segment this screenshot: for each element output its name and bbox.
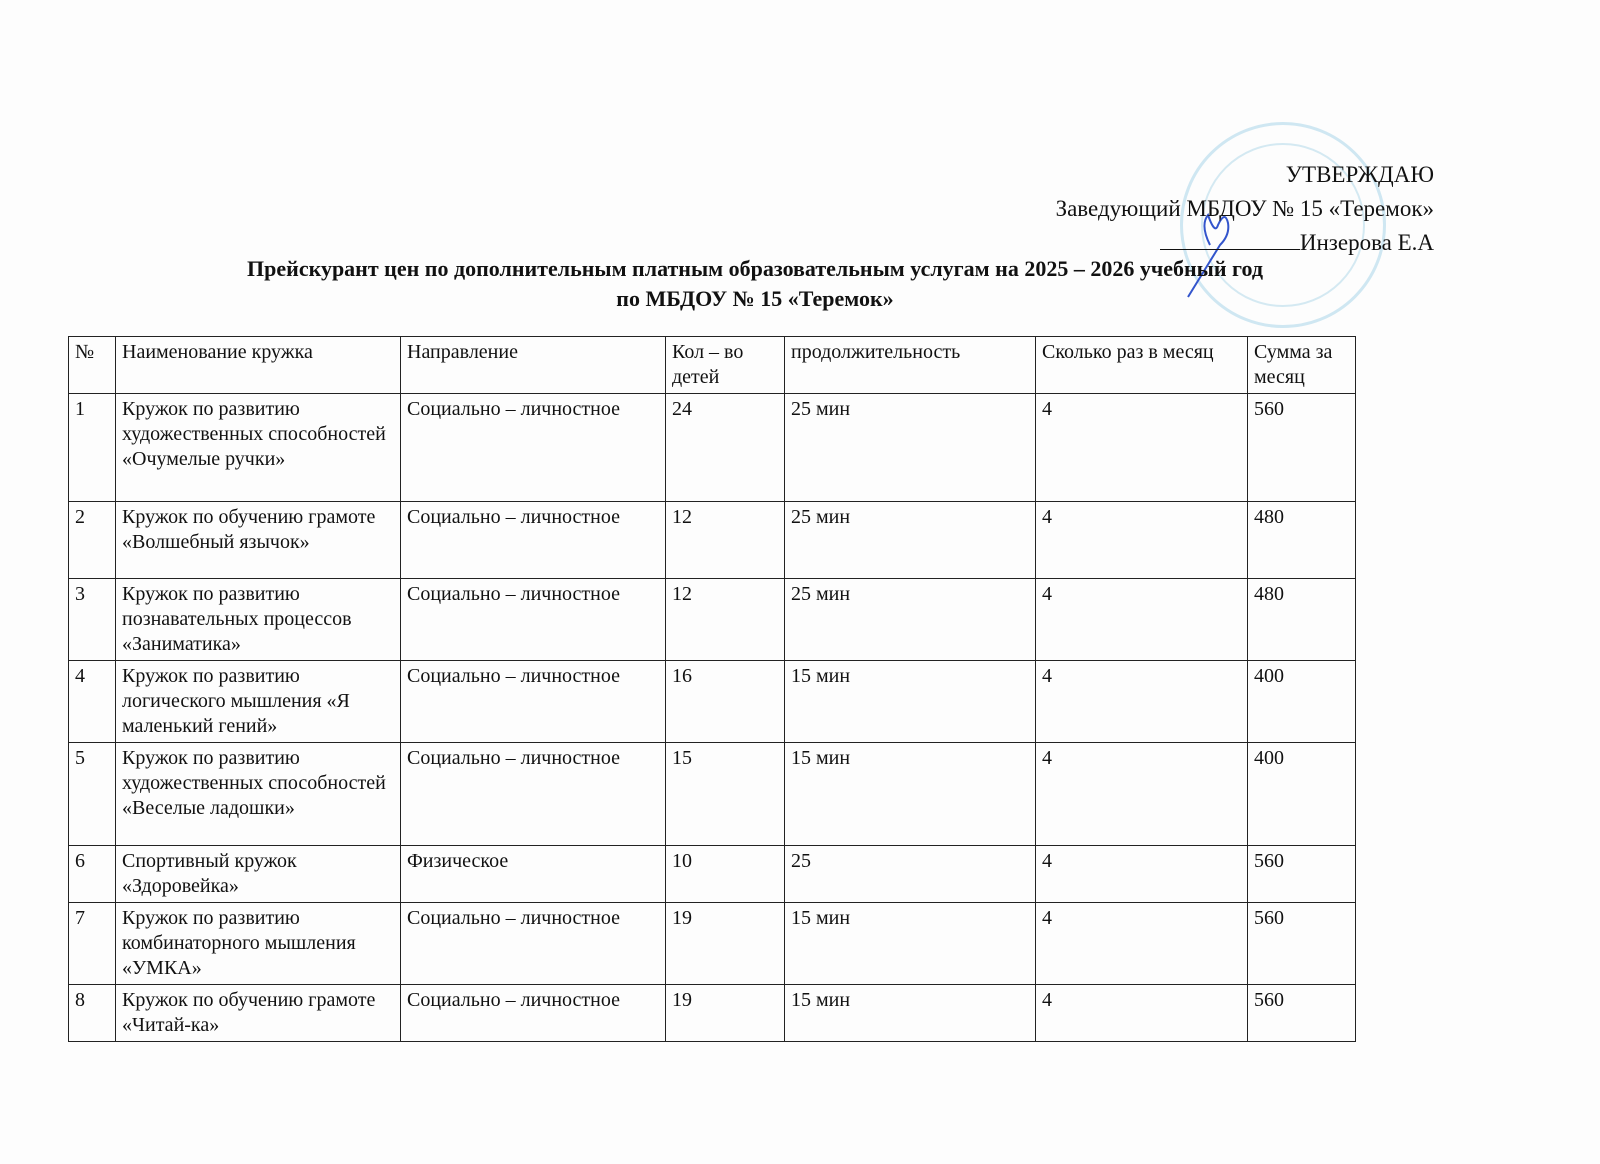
table-cell: 19 — [666, 903, 785, 985]
header-cell: Сколько раз в месяц — [1036, 337, 1248, 394]
table-cell: 10 — [666, 846, 785, 903]
table-row — [69, 579, 1356, 661]
table-row — [69, 661, 1356, 743]
table-cell: 4 — [1036, 985, 1248, 1042]
header-cell: Кол – во детей — [666, 337, 785, 394]
approval-heading: УТВЕРЖДАЮ — [1285, 162, 1434, 187]
table-cell: Социально – личностное — [401, 661, 666, 743]
table-cell: 15 мин — [785, 743, 1036, 846]
table-cell: Социально – личностное — [401, 985, 666, 1042]
table-header-row — [69, 337, 1356, 394]
table-cell: 1 — [69, 394, 116, 502]
approval-position: Заведующий МБДОУ № 15 «Теремок» — [1055, 196, 1434, 221]
price-table — [68, 336, 1356, 1042]
title-line-2: по МБДОУ № 15 «Теремок» — [616, 286, 894, 311]
table-row — [69, 394, 1356, 502]
table-cell: Социально – личностное — [401, 394, 666, 502]
table-cell: Кружок по обучению грамоте «Читай-ка» — [116, 985, 401, 1042]
table-cell: 560 — [1248, 985, 1356, 1042]
table-cell: Кружок по развитию познавательных процессов «Заниматика» — [116, 579, 401, 661]
table-row — [69, 846, 1356, 903]
approval-name: Инзерова Е.А — [1299, 230, 1434, 255]
table-cell: 480 — [1248, 579, 1356, 661]
table-cell: 4 — [1036, 661, 1248, 743]
table-cell: Физическое — [401, 846, 666, 903]
table-cell: 400 — [1248, 661, 1356, 743]
table-cell: Кружок по развитию комбинаторного мышления «УМКА» — [116, 903, 401, 985]
table-cell: 6 — [69, 846, 116, 903]
header-cell: Направление — [401, 337, 666, 394]
header-cell: № — [69, 337, 116, 394]
approval-block — [1056, 158, 1434, 260]
table-cell: Кружок по развитию логического мышления «Я маленький гений» — [116, 661, 401, 743]
table-cell: Социально – личностное — [401, 502, 666, 579]
table-cell: 24 — [666, 394, 785, 502]
table-cell: 25 мин — [785, 394, 1036, 502]
table-cell: 4 — [69, 661, 116, 743]
table-cell: Кружок по развитию художественных способностей «Очумелые ручки» — [116, 394, 401, 502]
document-title — [0, 254, 1510, 314]
table-cell: Социально – личностное — [401, 743, 666, 846]
table-cell: 4 — [1036, 903, 1248, 985]
table-cell: 4 — [1036, 846, 1248, 903]
table-cell: 19 — [666, 985, 785, 1042]
table-cell: 25 мин — [785, 502, 1036, 579]
header-cell: продолжительность — [785, 337, 1036, 394]
table-cell: 4 — [1036, 743, 1248, 846]
table-cell: 15 мин — [785, 985, 1036, 1042]
header-cell: Сумма за месяц — [1248, 337, 1356, 394]
table-cell: Кружок по развитию художественных способностей «Веселые ладошки» — [116, 743, 401, 846]
table-cell: 15 мин — [785, 661, 1036, 743]
table-cell: 4 — [1036, 394, 1248, 502]
table-cell: 2 — [69, 502, 116, 579]
table-cell: 15 мин — [785, 903, 1036, 985]
table-cell: 4 — [1036, 502, 1248, 579]
signature-line — [1160, 227, 1300, 250]
table-cell: 560 — [1248, 846, 1356, 903]
header-cell: Наименование кружка — [116, 337, 401, 394]
table-cell: 560 — [1248, 903, 1356, 985]
table-cell: 25 — [785, 846, 1036, 903]
table-cell: 25 мин — [785, 579, 1036, 661]
table-cell: Спортивный кружок «Здоровейка» — [116, 846, 401, 903]
table-cell: 7 — [69, 903, 116, 985]
table-cell: 15 — [666, 743, 785, 846]
table-cell: 5 — [69, 743, 116, 846]
table-cell: 12 — [666, 579, 785, 661]
table-cell: Социально – личностное — [401, 903, 666, 985]
table-row — [69, 743, 1356, 846]
table-cell: 3 — [69, 579, 116, 661]
table-cell: 16 — [666, 661, 785, 743]
table-cell: 480 — [1248, 502, 1356, 579]
title-line-1: Прейскурант цен по дополнительным платным образовательным услугам на 2025 – 2026 учебный год — [247, 256, 1263, 281]
table-cell: 400 — [1248, 743, 1356, 846]
table-cell: 12 — [666, 502, 785, 579]
table-cell: 560 — [1248, 394, 1356, 502]
table-row — [69, 903, 1356, 985]
table-row — [69, 985, 1356, 1042]
table-cell: 4 — [1036, 579, 1248, 661]
table-cell: Социально – личностное — [401, 579, 666, 661]
table-cell: 8 — [69, 985, 116, 1042]
table-row — [69, 502, 1356, 579]
table-cell: Кружок по обучению грамоте «Волшебный язычок» — [116, 502, 401, 579]
